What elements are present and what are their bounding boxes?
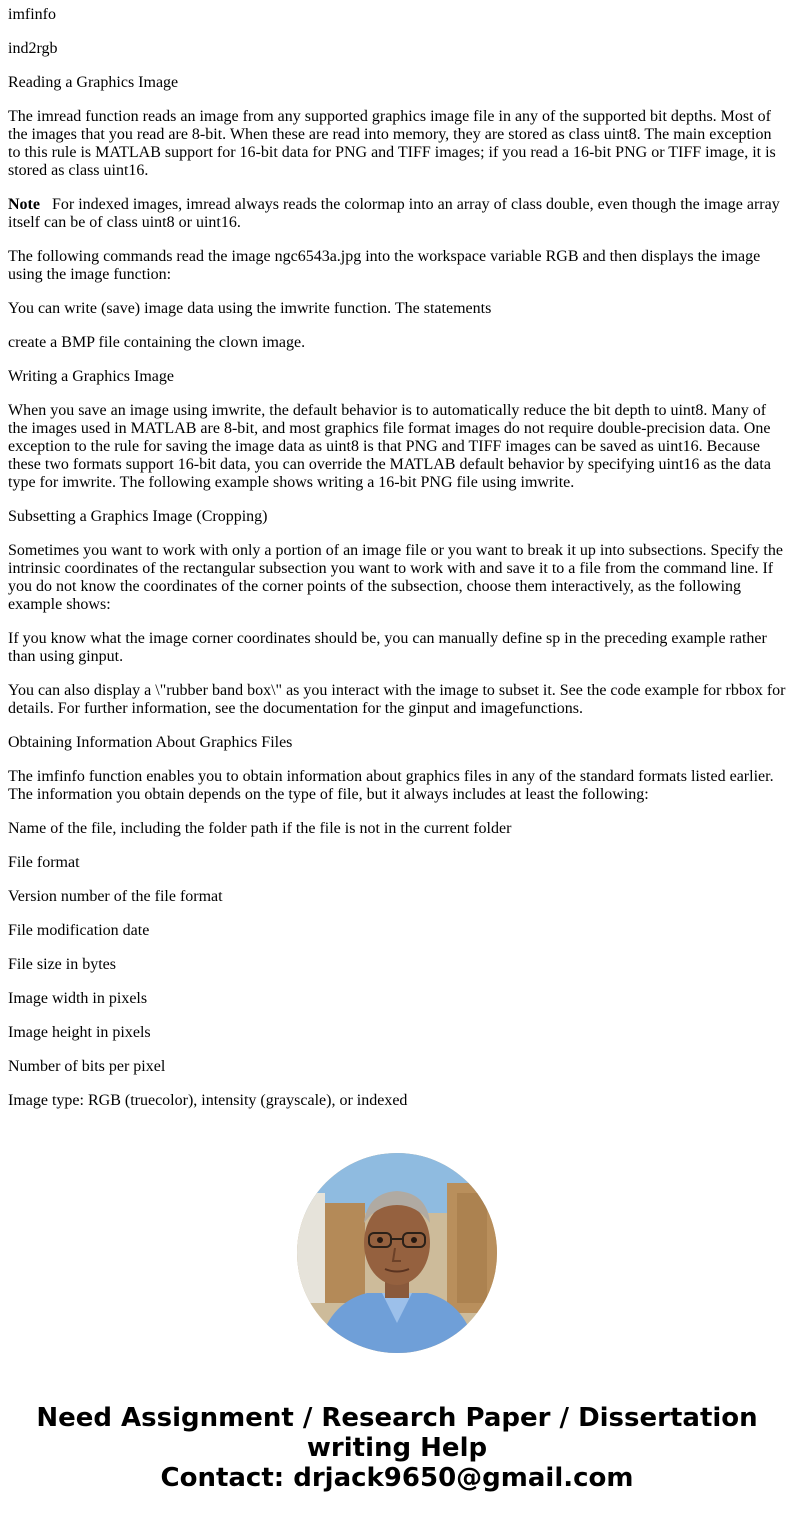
paragraph-imwrite-intro: You can write (save) image data using the imwrite function. The statements [8, 300, 492, 317]
paragraph-ind2rgb: ind2rgb [8, 40, 58, 57]
author-portrait [297, 1153, 497, 1353]
list-item-file-format: File format [8, 854, 80, 871]
paragraph-read-commands: The following commands read the image ngc6543a.jpg into the workspace variable RGB and then displays the image using the image function: [8, 248, 761, 283]
paragraph-imfinfo: imfinfo [8, 6, 56, 23]
portrait-illustration [297, 1153, 497, 1353]
list-item-image-type: Image type: RGB (truecolor), intensity (grayscale), or indexed [8, 1092, 408, 1109]
list-item-image-width: Image width in pixels [8, 990, 148, 1007]
note-text: For indexed images, imread always reads the colormap into an array of class double, even though the image array itself can be of class uint8 or uint16. [8, 196, 780, 231]
banner-contact-email: Contact: drjack9650@gmail.com [160, 1463, 634, 1493]
list-item-image-height: Image height in pixels [8, 1024, 151, 1041]
note-paragraph [8, 196, 786, 232]
list-item-file-name: Name of the file, including the folder path if the file is not in the current folder [8, 820, 512, 837]
heading-subsetting-graphics-image: Subsetting a Graphics Image (Cropping) [8, 508, 268, 525]
paragraph-rubber-band-box: You can also display a \"rubber band box\" as you interact with the image to subset it. See the code example for rbbox for details. For further information, see the documentation for the ginput and imagefunctions. [8, 682, 786, 717]
list-item-modification-date: File modification date [8, 922, 150, 939]
paragraph-imfinfo-description: The imfinfo function enables you to obtain information about graphics files in any of the standard formats listed earlier. The information you obtain depends on the type of file, but it always includes at least the following: [8, 768, 774, 803]
paragraph-imread-description: The imread function reads an image from any supported graphics image file in any of the supported bit depths. Most of the images that you read are 8-bit. When these are read into memory, they are stored as class uint8. The main exception to this rule is MATLAB support for 16-bit data for PNG and TIFF images; if you read a 16-bit PNG or TIFF image, it is stored as class uint16. [8, 108, 776, 179]
heading-reading-graphics-image: Reading a Graphics Image [8, 74, 179, 91]
contact-banner [0, 1403, 794, 1493]
list-item-file-size: File size in bytes [8, 956, 116, 973]
heading-writing-graphics-image: Writing a Graphics Image [8, 368, 174, 385]
paragraph-subsetting-description: Sometimes you want to work with only a portion of an image file or you want to break it up into subsections. Specify the intrinsic coordinates of the rectangular subsection you want to work with and save it to a file from the command line. If you do not know the coordinates of the corner points of the subsection, choose them interactively, as the following example shows: [8, 542, 783, 613]
paragraph-bmp-file: create a BMP file containing the clown image. [8, 334, 306, 351]
banner-headline: Need Assignment / Research Paper / Dissertation [36, 1403, 758, 1433]
banner-subheadline: writing Help [306, 1433, 488, 1463]
heading-obtaining-information: Obtaining Information About Graphics Files [8, 734, 293, 751]
paragraph-imwrite-description: When you save an image using imwrite, the default behavior is to automatically reduce the bit depth to uint8. Many of the images used in MATLAB are 8-bit, and most graphics file format images do not require double-precision data. One exception to the rule for saving the image data as uint8 is that PNG and TIFF images can be saved as uint16. Because these two formats support 16-bit data, you can override the MATLAB default behavior by specifying uint16 as the data type for imwrite. The following example shows writing a 16-bit PNG file using imwrite. [8, 402, 771, 491]
list-item-version-number: Version number of the file format [8, 888, 223, 905]
note-label: Note [8, 196, 40, 213]
list-item-bits-per-pixel: Number of bits per pixel [8, 1058, 166, 1075]
paragraph-corner-coordinates: If you know what the image corner coordinates should be, you can manually define sp in the preceding example rather than using ginput. [8, 630, 767, 665]
